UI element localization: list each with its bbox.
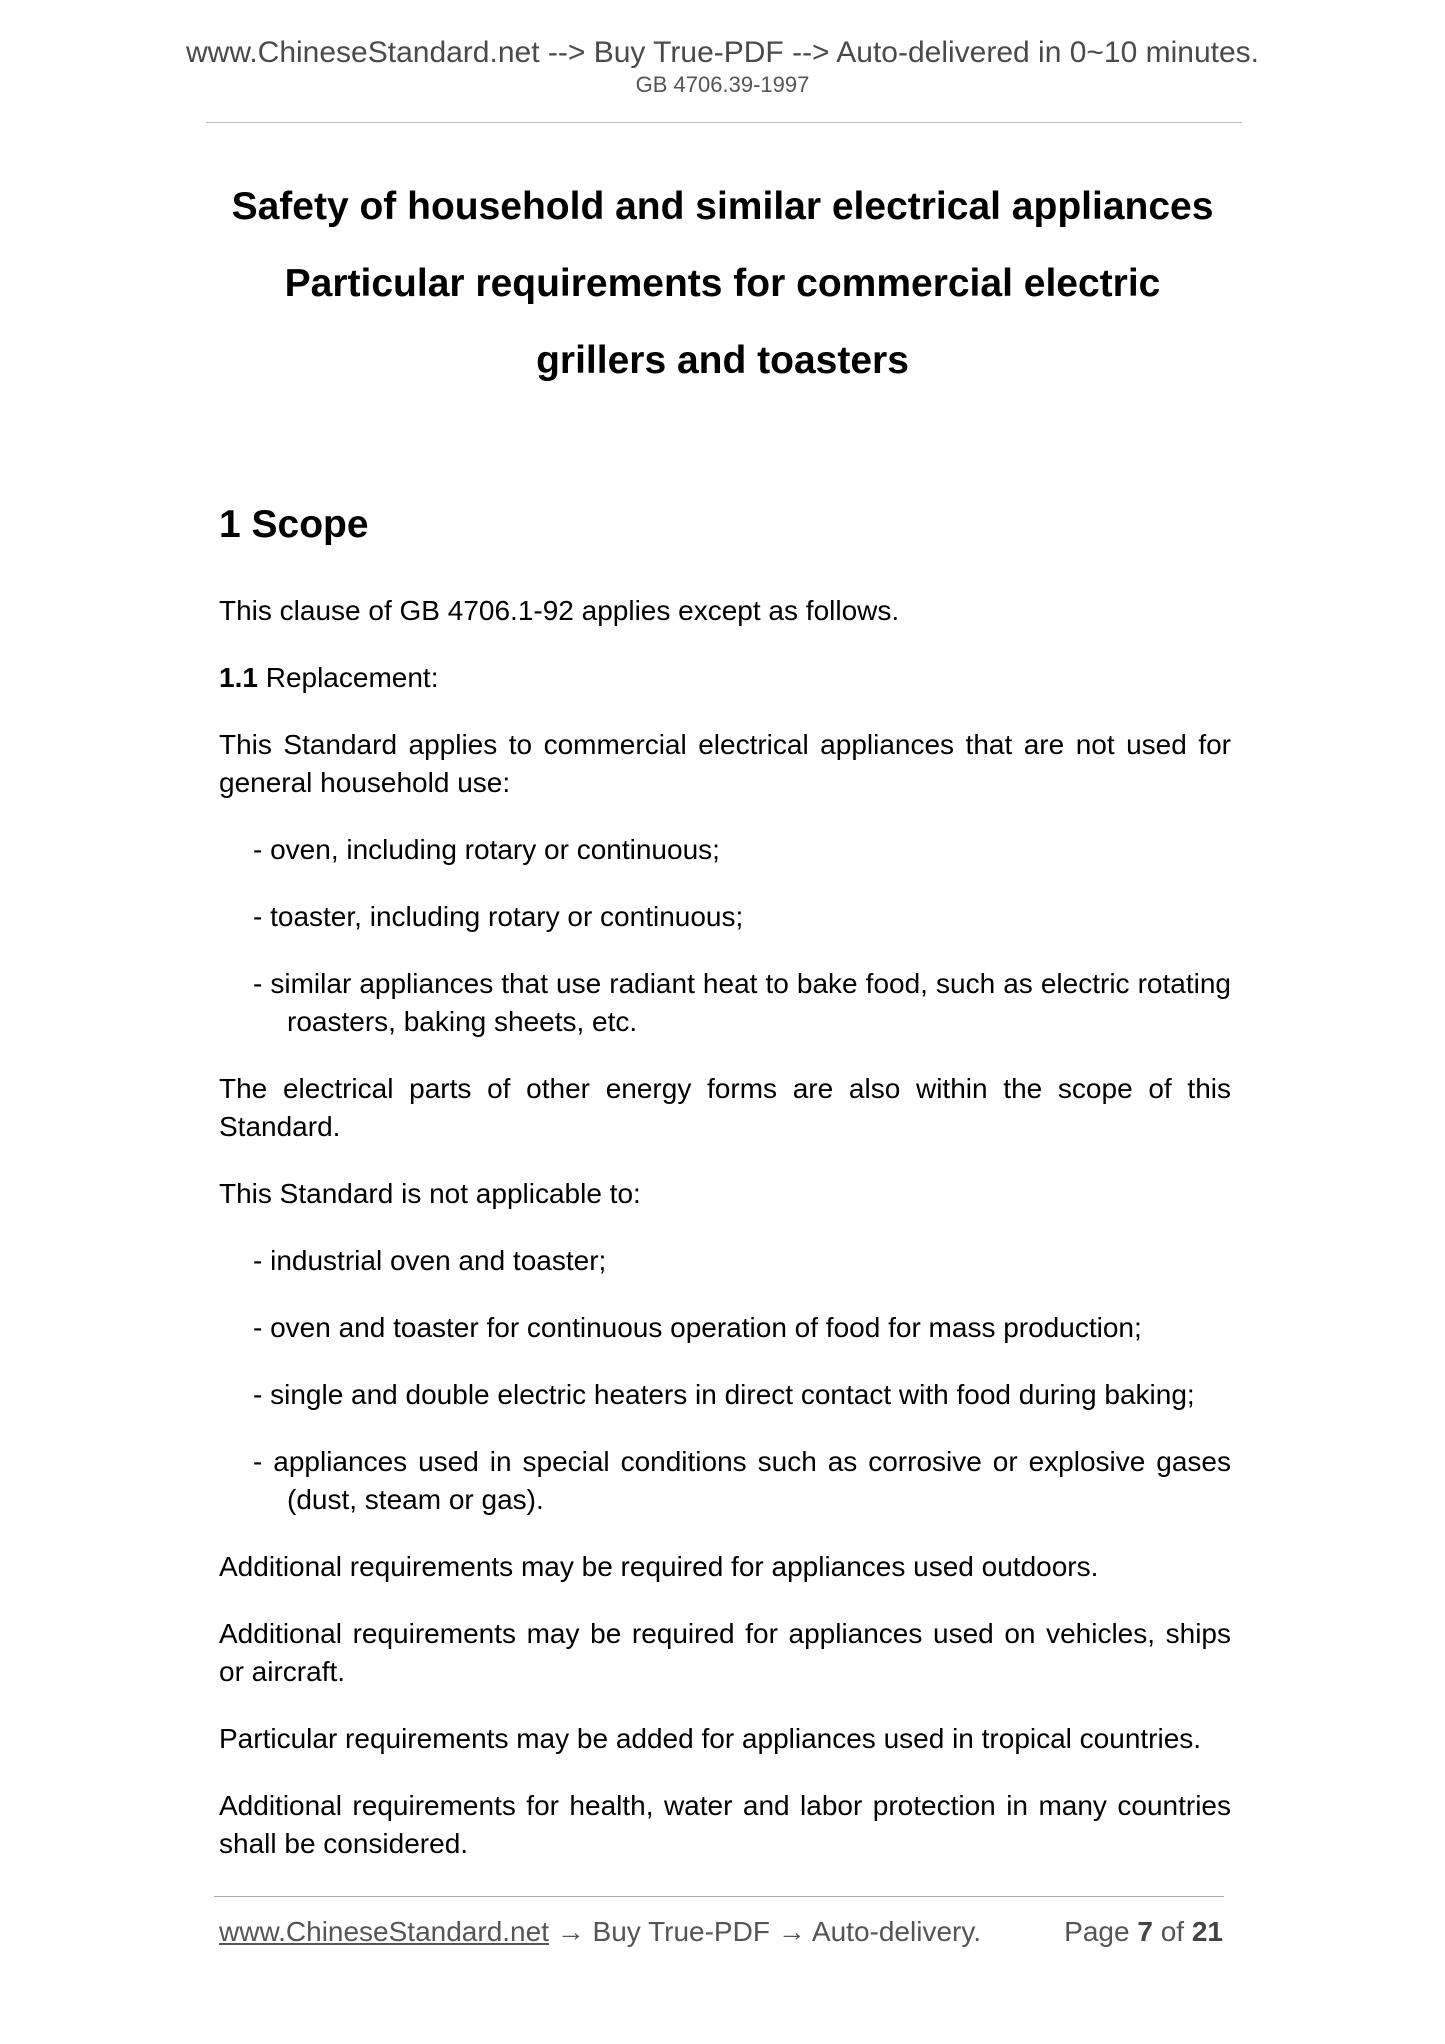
title-line-1: Safety of household and similar electrical appliances [231,185,1214,228]
energy-forms-paragraph: The electrical parts of other energy forms are also within the scope of this Standard. [219,1073,1231,1142]
clause-label: Replacement: [257,662,439,693]
top-banner: www.ChineseStandard.net --> Buy True-PDF --> Auto-delivered in 0~10 minutes. [185,36,1260,69]
page-current: 7 [1137,1916,1153,1947]
title-line-2: Particular requirements for commercial electric [284,262,1161,305]
page-total: 21 [1191,1916,1223,1947]
not-applicable-paragraph: This Standard is not applicable to: [219,1178,641,1209]
note-paragraph: Additional requirements may be required for appliances used outdoors. [219,1551,1099,1582]
footer-website-link[interactable]: www.ChineseStandard.net [219,1916,549,1947]
document-number: GB 4706.39-1997 [635,72,810,97]
list-item: - industrial oven and toaster; [253,1245,607,1276]
note-paragraph: Additional requirements for health, water and labor protection in many countries shall be considered. [219,1790,1231,1859]
footer-divider [214,1896,1224,1897]
applies-to-paragraph: This Standard applies to commercial electrical appliances that are not used for general household use: [219,729,1231,798]
title-line-3: grillers and toasters [536,339,909,382]
note-paragraph: Additional requirements may be required for appliances used on vehicles, ships or aircraft. [219,1618,1231,1687]
page-of: of [1152,1916,1192,1947]
header-divider [206,122,1242,123]
note-paragraph: Particular requirements may be added for appliances used in tropical countries. [219,1723,1202,1754]
page-indicator [1064,1914,1223,1950]
intro-paragraph: This clause of GB 4706.1-92 applies except as follows. [219,595,900,626]
footer-left [219,1914,981,1950]
list-item: - oven, including rotary or continuous; [253,834,720,865]
page-footer [219,1914,1223,1950]
list-item: - toaster, including rotary or continuous; [253,901,744,932]
body-content [219,592,1231,1892]
clause-number: 1.1 [219,662,258,693]
list-item: - appliances used in special conditions such as corrosive or explosive gases (dust, steam or gas). [253,1446,1231,1515]
list-item: - oven and toaster for continuous operation of food for mass production; [253,1312,1142,1343]
list-item: - single and double electric heaters in direct contact with food during baking; [253,1379,1195,1410]
document-title [140,168,1305,399]
list-item: - similar appliances that use radiant heat to bake food, such as electric rotating roasters, baking sheets, etc. [253,968,1231,1037]
footer-tagline: → Buy True-PDF → Auto-delivery. [548,1916,982,1947]
page-label: Page [1064,1916,1138,1947]
section-heading: 1 Scope [219,503,369,546]
clause-paragraph [219,659,1231,697]
